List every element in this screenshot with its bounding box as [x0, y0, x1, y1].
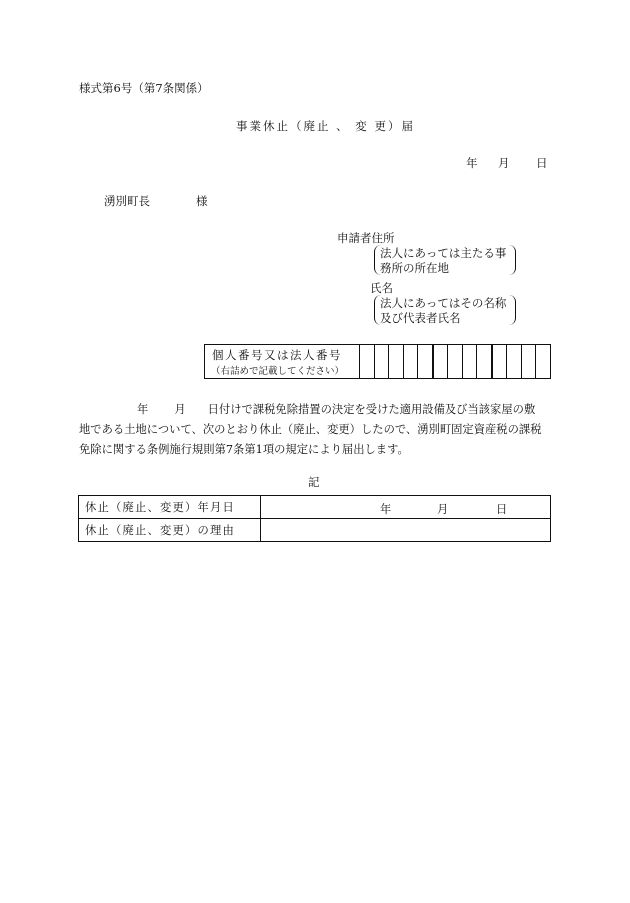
my-number-note: （右詰めで記載してください） [211, 366, 345, 377]
address-note-bracket [374, 245, 516, 275]
applicant-address-label: 申請者住所 [337, 231, 395, 245]
date-year-label: 年 [466, 156, 478, 170]
my-number-digit-cell[interactable] [418, 345, 434, 378]
declaration-line-1 [79, 400, 553, 420]
my-number-digit-cell[interactable] [477, 345, 493, 378]
my-number-digit-cell[interactable] [448, 345, 463, 378]
my-number-label-cell [205, 345, 360, 378]
address-note-line2: 務所の所在地 [380, 261, 449, 275]
date-month-label: 月 [498, 156, 510, 170]
addressee-honorific: 様 [196, 194, 208, 208]
address-note-line1: 法人にあっては主たる事 [380, 246, 507, 260]
suspension-reason-label: 休止（廃止、変更）の理由 [79, 519, 261, 542]
declaration-year: 年 [137, 403, 149, 416]
my-number-digit-cell[interactable] [522, 345, 537, 378]
name-note-line1: 法人にあってはその名称 [380, 296, 507, 310]
declaration-line1-text: 日付けで課税免除措置の決定を受けた適用設備及び当該家屋の敷 [207, 403, 536, 416]
date-day-label: 日 [536, 156, 548, 170]
my-number-digit-cell[interactable] [463, 345, 478, 378]
declaration-text [79, 400, 553, 460]
my-number-digit-cell[interactable] [507, 345, 522, 378]
ki-heading: 記 [308, 475, 320, 489]
form-number-label: 様式第6号（第7条関係） [79, 81, 209, 95]
detail-table [78, 495, 551, 542]
my-number-digit-cell[interactable] [389, 345, 404, 378]
my-number-digit-cell[interactable] [434, 345, 449, 378]
declaration-month: 月 [174, 403, 186, 416]
addressee-name: 湧別町長 [104, 194, 150, 208]
declaration-line-2: 地である土地について、次のとおり休止（廃止、変更）したので、湧別町固定資産税の課税 [79, 423, 542, 436]
my-number-label: 個人番号又は法人番号 [212, 348, 342, 362]
suspension-date-field[interactable] [261, 496, 551, 519]
my-number-digit-cell[interactable] [536, 345, 550, 378]
suspension-reason-field[interactable] [261, 519, 551, 542]
suspension-date-day: 日 [496, 503, 508, 516]
declaration-line-3: 免除に関する条例施行規則第7条第1項の規定により届出します。 [79, 443, 409, 456]
table-row [79, 519, 551, 542]
suspension-date-label: 休止（廃止、変更）年月日 [79, 496, 261, 519]
suspension-date-month: 月 [437, 503, 449, 516]
my-number-box [204, 344, 551, 379]
my-number-digit-cell[interactable] [375, 345, 390, 378]
my-number-digit-cell[interactable] [404, 345, 419, 378]
my-number-digit-cell[interactable] [360, 345, 375, 378]
my-number-digit-cell[interactable] [493, 345, 508, 378]
name-note-line2: 及び代表者氏名 [380, 311, 461, 325]
applicant-name-label: 氏名 [370, 281, 393, 295]
page-title: 事業休止（廃止 、 変 更）届 [236, 119, 415, 133]
name-note-bracket [374, 295, 516, 325]
table-row [79, 496, 551, 519]
suspension-date-year: 年 [380, 503, 392, 516]
